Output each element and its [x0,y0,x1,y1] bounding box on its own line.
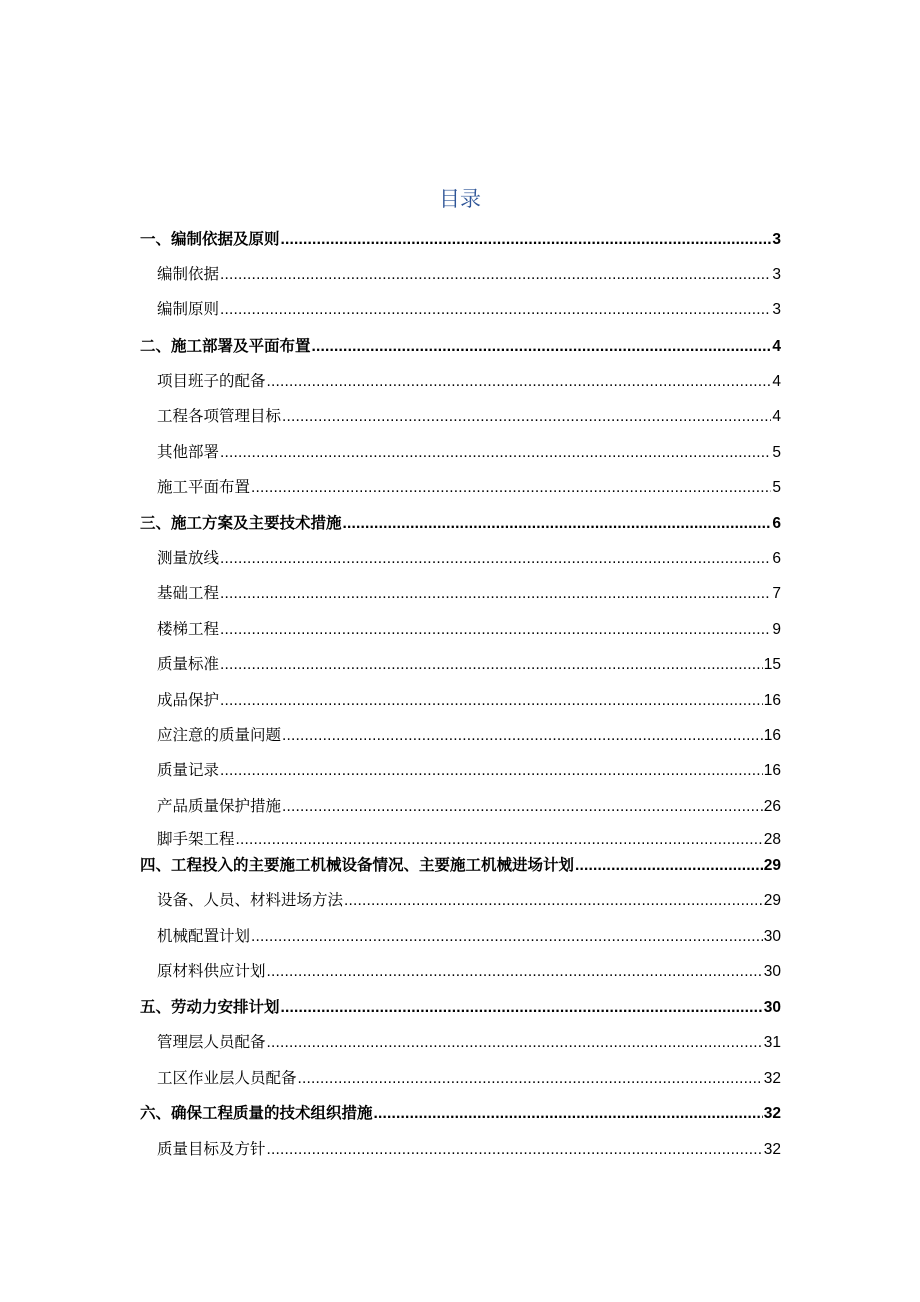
toc-entry-page: 28 [763,831,781,848]
toc-dot-leader [374,1102,763,1126]
toc-entry[interactable] [157,617,781,641]
toc-dot-leader [575,854,763,878]
toc-entry-page: 16 [763,692,781,709]
toc-entry-label: 脚手架工程 [157,830,235,848]
toc-dot-leader [343,512,772,536]
toc-entry[interactable] [157,440,781,464]
toc-entry-page: 4 [772,373,781,390]
toc-dot-leader [267,960,763,984]
toc-entry[interactable] [157,652,781,676]
toc-entry-label: 项目班子的配备 [157,372,266,390]
toc-entry-label: 设备、人员、材料进场方法 [157,891,344,909]
toc-entry-page: 30 [763,963,781,980]
toc-entry-page: 9 [772,621,781,638]
toc-entry-page: 30 [763,928,781,945]
toc-dot-leader [267,1031,763,1055]
toc-entry-label: 四、工程投入的主要施工机械设备情况、主要施工机械进场计划 [140,856,575,874]
toc-entry-page: 32 [763,1141,781,1158]
toc-dot-leader [220,653,763,677]
toc-dot-leader [312,335,772,359]
toc-dot-leader [220,759,763,783]
toc-entry-page: 5 [772,444,781,461]
toc-dot-leader [267,370,772,394]
toc-dot-leader [267,1138,763,1162]
toc-entry-page: 6 [772,515,781,532]
toc-entry-page: 3 [772,266,781,283]
toc-dot-leader [282,795,763,819]
toc-entry-label: 原材料供应计划 [157,962,266,980]
toc-dot-leader [251,476,771,500]
toc-entry[interactable] [157,959,781,983]
toc-entry[interactable] [157,758,781,782]
toc-entry-label: 质量记录 [157,761,220,779]
toc-entry-label: 质量标准 [157,655,220,673]
toc-entry-label: 工区作业层人员配备 [157,1069,297,1087]
toc-dot-leader [220,618,771,642]
toc-entry-page: 29 [763,857,781,874]
toc-entry[interactable] [157,723,781,747]
toc-entry-label: 一、编制依据及原则 [140,230,280,248]
toc-title: 目录 [439,187,481,211]
toc-entry-page: 4 [772,338,781,355]
toc-entry[interactable] [157,1066,781,1090]
toc-entry-page: 16 [763,727,781,744]
toc-entry-label: 成品保护 [157,691,220,709]
toc-entry[interactable] [157,688,781,712]
toc-entry[interactable] [140,995,781,1019]
toc-dot-leader [220,582,771,606]
toc-entry-page: 3 [772,231,781,248]
toc-entry[interactable] [157,404,781,428]
toc-dot-leader [220,298,771,322]
toc-entry[interactable] [140,1101,781,1125]
toc-entry-label: 产品质量保护措施 [157,797,282,815]
toc-entry[interactable] [140,334,781,358]
toc-entry[interactable] [157,888,781,912]
toc-entry-page: 5 [772,479,781,496]
toc-entry-label: 测量放线 [157,549,220,567]
toc-entry-page: 7 [772,585,781,602]
toc-entry-label: 管理层人员配备 [157,1033,266,1051]
toc-dot-leader [220,441,771,465]
toc-entry-page: 26 [763,798,781,815]
toc-entry[interactable] [157,1137,781,1161]
toc-dot-leader [251,925,763,949]
toc-entry[interactable] [157,297,781,321]
toc-entry-label: 机械配置计划 [157,927,251,945]
toc-entry-page: 30 [763,999,781,1016]
toc-dot-leader [298,1067,763,1091]
toc-entry[interactable] [140,853,781,877]
toc-entry[interactable] [157,475,781,499]
toc-entry-label: 施工平面布置 [157,478,251,496]
toc-entry-page: 31 [763,1034,781,1051]
toc-entry[interactable] [140,227,781,251]
toc-dot-leader [220,547,771,571]
toc-entry[interactable] [157,924,781,948]
toc-entry-label: 楼梯工程 [157,620,220,638]
toc-entry-page: 32 [763,1105,781,1122]
toc-dot-leader [281,996,763,1020]
toc-entry-label: 五、劳动力安排计划 [140,998,280,1016]
toc-entry-label: 其他部署 [157,443,220,461]
toc-entry[interactable] [140,511,781,535]
toc-entry-label: 应注意的质量问题 [157,726,282,744]
toc-dot-leader [220,689,763,713]
toc-entry-label: 编制原则 [157,300,220,318]
toc-entry[interactable] [157,369,781,393]
toc-entry[interactable] [157,262,781,286]
toc-dot-leader [281,228,772,252]
toc-dot-leader [282,405,771,429]
toc-entry-label: 工程各项管理目标 [157,407,282,425]
toc-entry-page: 29 [763,892,781,909]
toc-entry-label: 质量目标及方针 [157,1140,266,1158]
toc-entry-label: 编制依据 [157,265,220,283]
toc-entry[interactable] [157,546,781,570]
toc-entry-page: 3 [772,301,781,318]
toc-entry-label: 基础工程 [157,584,220,602]
toc-dot-leader [220,263,771,287]
toc-dot-leader [236,828,763,852]
toc-entry-page: 16 [763,762,781,779]
toc-entry[interactable] [157,827,781,851]
toc-entry[interactable] [157,794,781,818]
toc-dot-leader [344,889,763,913]
toc-entry-page: 4 [772,408,781,425]
toc-entry-label: 三、施工方案及主要技术措施 [140,514,342,532]
toc-entry-page: 15 [763,656,781,673]
toc-entry[interactable] [157,1030,781,1054]
toc-dot-leader [282,724,763,748]
toc-entry-label: 二、施工部署及平面布置 [140,337,311,355]
toc-entry-page: 32 [763,1070,781,1087]
toc-entry-label: 六、确保工程质量的技术组织措施 [140,1104,373,1122]
toc-entry[interactable] [157,581,781,605]
toc-entry-page: 6 [772,550,781,567]
